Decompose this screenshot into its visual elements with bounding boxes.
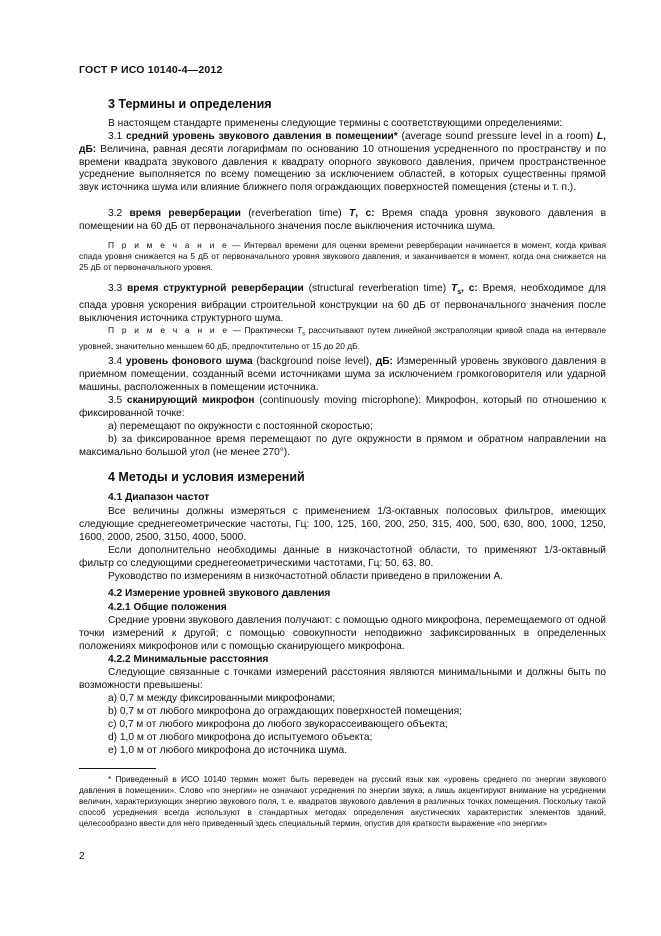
def-number: 3.5 bbox=[108, 395, 123, 406]
def-number: 3.4 bbox=[108, 356, 123, 367]
document-header: ГОСТ Р ИСО 10140-4—2012 bbox=[79, 64, 223, 76]
note-symbol-sub: s bbox=[302, 331, 306, 338]
def-text: Измеренный уровень звукового давления в приемном помещении, созданный всеми источниками шума за исключением громкоговорителя или ударной машины, расположенных в помещении источника. bbox=[79, 356, 606, 393]
note-label: П р и м е ч а н и е bbox=[108, 325, 230, 335]
def-unit: , с: bbox=[355, 208, 375, 219]
subsection-4-1-heading: 4.1 Диапазон частот bbox=[108, 492, 210, 503]
note-text: — Интервал времени для оценки времени реверберации начинается в момент, когда кривая спада уровня снижается на 5 дБ от первоначального уровня звукового давления, и заканчивается в момент, когда она снижается на 25 дБ от первоначального уровня. bbox=[79, 240, 606, 272]
paragraph-4-1-b: Если дополнительно необходимы данные в низкочастотной области, то применяют 1/3-октавный фильтр со следующими среднегеометрическими частотами, Гц: 50, 63, 80. bbox=[79, 545, 606, 569]
def-term: уровень фонового шума bbox=[125, 356, 253, 367]
def-term: время структурной реверберации bbox=[126, 283, 304, 294]
def-number: 3.1 bbox=[108, 131, 123, 142]
def-symbol-sub: s bbox=[457, 289, 462, 297]
def-unit: , дБ: bbox=[79, 131, 606, 155]
section-3-heading: 3 Термины и определения bbox=[108, 97, 272, 111]
note-symbol: T bbox=[297, 325, 303, 335]
paragraph-4-2-2: Следующие связанные с точками измерений расстояния являются минимальными и должны быть по возможности превышены: bbox=[79, 667, 606, 691]
def-english: (average sound pressure level in a room) bbox=[401, 131, 594, 142]
note-reverberation bbox=[79, 240, 606, 273]
paragraph-4-2-1: Средние уровни звукового давления получают: с помощью одного микрофона, перемещаемого от одной точки измерений к другой; с помощью совокупности неподвижно зафиксированных в определенных положениях микрофонов или с помощью сканирующего микрофона. bbox=[79, 615, 606, 652]
def-term: сканирующий микрофон bbox=[126, 395, 255, 406]
def-text: Величина, равная десяти логарифмам по основанию 10 отношения усредненного по пространству и по времени квадрата звукового давления к квадрату опорного звукового давления, причем пространственное усреднение выполняется по всему помещению за исключением областей, в которых существенны прямой звук источника шума или влияние ближнего поля ограждающих поверхностей помещения (стены и т. п.). bbox=[79, 143, 606, 194]
def-text: Время спада уровня звукового давления в помещении на 60 дБ от первоначального значения после выключения источника шума. bbox=[79, 208, 606, 232]
list-item: e) 1,0 м от любого микрофона до источника шума. bbox=[108, 745, 348, 756]
definition-3-1 bbox=[79, 131, 606, 208]
page-number: 2 bbox=[79, 851, 85, 862]
subsection-4-2-2-heading: 4.2.2 Минимальные расстояния bbox=[108, 654, 269, 665]
def-english: (continuously moving microphone): bbox=[259, 395, 422, 406]
paragraph-4-1-c: Руководство по измерениям в низкочастотной области приведено в приложении А. bbox=[108, 571, 504, 582]
def-number: 3.3 bbox=[108, 283, 123, 294]
def-text: Микрофон, который по отношению к фиксированной точке: bbox=[79, 395, 606, 419]
definition-3-3 bbox=[79, 283, 606, 325]
paragraph-4-1-a: Все величины должны измеряться с применением 1/3-октавных полосовых фильтров, имеющих следующие среднегеометрические частоты, Гц: 100, 125, 160, 200, 250, 315, 400, 500, 630, 800, 1000, 1250, 1600, 2000, 2500, 3150, 4000, 5000. bbox=[79, 506, 606, 543]
list-item: d) 1,0 м от любого микрофона до испытуемого объекта; bbox=[108, 732, 373, 743]
def-symbol: L bbox=[596, 131, 604, 142]
list-item: b) 0,7 м от любого микрофона до ограждающих поверхностей помещения; bbox=[108, 706, 462, 717]
definition-3-5 bbox=[79, 395, 606, 421]
def-english: (reverberation time) bbox=[248, 208, 342, 219]
section-3-intro: В настоящем стандарте применены следующие термины с соответствующими определениями: bbox=[108, 118, 563, 129]
def-symbol: T bbox=[349, 208, 356, 219]
list-item: b) за фиксированное время перемещают по дуге окружности в прямом и обратном направлении на максимально большой угол (не менее 270°). bbox=[79, 434, 606, 458]
list-item: c) 0,7 м от любого микрофона до любого звукорассеивающего объекта; bbox=[108, 719, 448, 730]
note-label: П р и м е ч а н и е bbox=[108, 240, 229, 250]
def-symbol: T bbox=[450, 283, 458, 294]
note-text: рассчитывают путем линейной экстраполяции кривой спада на интервале уровней, значительно меньшем 60 дБ, предпочтительно от 15 до 20 дБ. bbox=[79, 325, 607, 351]
def-english: (background noise level), bbox=[256, 356, 373, 367]
definition-3-2 bbox=[79, 208, 606, 234]
list-item: а) 0,7 м между фиксированными микрофонами; bbox=[108, 693, 336, 704]
def-unit: , с: bbox=[461, 283, 478, 294]
footnote: * Приведенный в ИСО 10140 термин может быть переведен на русский язык как «уровень среднего по энергии звукового давления в помещении». Слово «по энергии» не означают усреднения по энергии звука, а лишь акцентируют внимание на усреднении величин, характеризующих энергию звукового поля, т. е. квадратов звукового давления в различных точках помещения. Поскольку такой способ усреднения всегда используют в стандартных методах определения акустических характеристик элементов зданий, целесообразно ввести для него приведенный здесь специальный термин, опустив для краткости выражение «по энергии» bbox=[79, 775, 606, 828]
note-structural bbox=[79, 325, 606, 352]
def-unit: дБ: bbox=[375, 356, 393, 367]
def-term: время реверберации bbox=[129, 208, 241, 219]
note-pre: — Практически bbox=[232, 325, 294, 335]
list-item: а) перемещают по окружности с постоянной скоростью; bbox=[108, 421, 373, 432]
section-4-heading: 4 Методы и условия измерений bbox=[108, 470, 305, 484]
definition-3-4 bbox=[79, 356, 606, 394]
def-text: Время, необходимое для спада уровня ускорения вибрации строительной конструкции на 60 дБ от первоначального значения после выключения источника структурного шума. bbox=[79, 283, 606, 324]
subsection-4-2-heading: 4.2 Измерение уровней звукового давления bbox=[108, 588, 331, 599]
subsection-4-2-1-heading: 4.2.1 Общие положения bbox=[108, 602, 227, 613]
def-number: 3.2 bbox=[108, 208, 123, 219]
def-term: средний уровень звукового давления в помещении* bbox=[125, 131, 398, 142]
def-english: (structural reverberation time) bbox=[308, 283, 447, 294]
footnote-divider bbox=[79, 768, 156, 769]
